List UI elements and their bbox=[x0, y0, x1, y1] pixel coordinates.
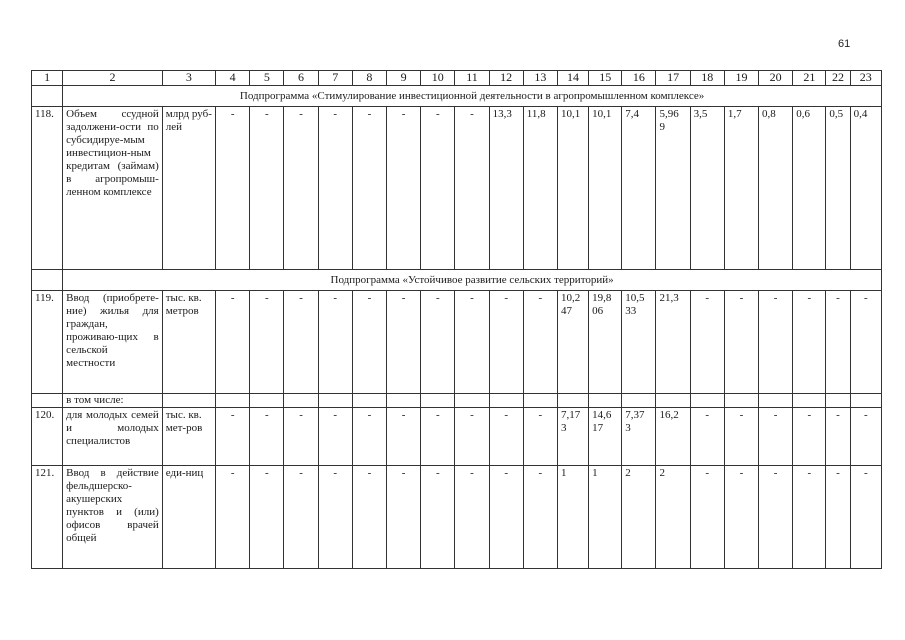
value-cell: - bbox=[690, 466, 724, 569]
value-cell: 0,4 bbox=[850, 107, 881, 270]
column-number-cell: 22 bbox=[826, 71, 850, 86]
value-cell: - bbox=[759, 466, 793, 569]
value-cell: - bbox=[318, 291, 352, 394]
indicator-name: Ввод (приобрете-ние) жилья для граждан, проживаю-щих в сельской местности bbox=[63, 291, 163, 394]
value-cell bbox=[352, 394, 386, 408]
value-cell: - bbox=[489, 408, 523, 466]
value-cell: 10,2 47 bbox=[557, 291, 588, 394]
row-number: 121. bbox=[32, 466, 63, 569]
value-cell: 21,3 bbox=[656, 291, 690, 394]
value-cell bbox=[589, 394, 622, 408]
value-cell bbox=[318, 394, 352, 408]
value-cell: - bbox=[250, 107, 284, 270]
column-number-cell: 2 bbox=[63, 71, 163, 86]
value-cell: - bbox=[352, 107, 386, 270]
value-cell: - bbox=[724, 466, 758, 569]
value-cell: - bbox=[455, 291, 489, 394]
value-cell: - bbox=[250, 291, 284, 394]
value-cell: - bbox=[216, 291, 250, 394]
column-number-cell: 5 bbox=[250, 71, 284, 86]
value-cell: - bbox=[318, 107, 352, 270]
value-cell: - bbox=[523, 408, 557, 466]
value-cell: 7,37 3 bbox=[622, 408, 656, 466]
value-cell: - bbox=[421, 107, 455, 270]
value-cell bbox=[216, 394, 250, 408]
value-cell: 7,17 3 bbox=[557, 408, 588, 466]
section-blank-cell bbox=[32, 86, 63, 107]
value-cell bbox=[690, 394, 724, 408]
value-cell: - bbox=[826, 408, 850, 466]
table-row bbox=[32, 291, 882, 394]
column-number-cell: 4 bbox=[216, 71, 250, 86]
value-cell: - bbox=[489, 291, 523, 394]
value-cell: - bbox=[793, 408, 826, 466]
value-cell: 1,7 bbox=[724, 107, 758, 270]
row-number: 120. bbox=[32, 408, 63, 466]
value-cell: - bbox=[216, 408, 250, 466]
value-cell: - bbox=[318, 408, 352, 466]
value-cell: - bbox=[284, 466, 318, 569]
value-cell: - bbox=[284, 107, 318, 270]
column-number-row bbox=[32, 71, 882, 86]
value-cell: 1 bbox=[557, 466, 588, 569]
value-cell bbox=[250, 394, 284, 408]
indicator-table bbox=[31, 70, 882, 569]
value-cell bbox=[489, 394, 523, 408]
value-cell: - bbox=[387, 466, 421, 569]
column-number-cell: 1 bbox=[32, 71, 63, 86]
value-cell bbox=[284, 394, 318, 408]
unit-of-measure: млрд руб-лей bbox=[162, 107, 215, 270]
value-cell: - bbox=[421, 291, 455, 394]
value-cell bbox=[759, 394, 793, 408]
section-title: Подпрограмма «Устойчивое развитие сельских территорий» bbox=[63, 270, 882, 291]
section-title: Подпрограмма «Стимулирование инвестиционной деятельности в агропромышленном комплексе» bbox=[63, 86, 882, 107]
value-cell: 10,1 bbox=[589, 107, 622, 270]
column-number-cell: 15 bbox=[589, 71, 622, 86]
value-cell: 19,8 06 bbox=[589, 291, 622, 394]
value-cell bbox=[850, 394, 881, 408]
value-cell bbox=[622, 394, 656, 408]
value-cell: 5,96 9 bbox=[656, 107, 690, 270]
value-cell: - bbox=[387, 408, 421, 466]
value-cell: 11,8 bbox=[523, 107, 557, 270]
value-cell bbox=[557, 394, 588, 408]
column-number-cell: 17 bbox=[656, 71, 690, 86]
value-cell bbox=[656, 394, 690, 408]
column-number-cell: 18 bbox=[690, 71, 724, 86]
column-number-cell: 21 bbox=[793, 71, 826, 86]
value-cell: - bbox=[318, 466, 352, 569]
value-cell bbox=[724, 394, 758, 408]
row-number: 119. bbox=[32, 291, 63, 394]
column-number-cell: 20 bbox=[759, 71, 793, 86]
value-cell: - bbox=[523, 466, 557, 569]
row-number: 118. bbox=[32, 107, 63, 270]
row-number bbox=[32, 394, 63, 408]
value-cell: - bbox=[850, 466, 881, 569]
value-cell bbox=[387, 394, 421, 408]
value-cell: - bbox=[793, 466, 826, 569]
value-cell: - bbox=[216, 107, 250, 270]
value-cell: - bbox=[759, 291, 793, 394]
value-cell: - bbox=[455, 466, 489, 569]
value-cell: 2 bbox=[622, 466, 656, 569]
value-cell bbox=[523, 394, 557, 408]
column-number-cell: 8 bbox=[352, 71, 386, 86]
value-cell: - bbox=[250, 408, 284, 466]
column-number-cell: 14 bbox=[557, 71, 588, 86]
value-cell: 10,5 33 bbox=[622, 291, 656, 394]
value-cell: 13,3 bbox=[489, 107, 523, 270]
value-cell: - bbox=[352, 466, 386, 569]
section-row bbox=[32, 86, 882, 107]
table-row bbox=[32, 466, 882, 569]
column-number-cell: 9 bbox=[387, 71, 421, 86]
value-cell: - bbox=[850, 291, 881, 394]
value-cell: - bbox=[850, 408, 881, 466]
value-cell bbox=[421, 394, 455, 408]
value-cell: 14,6 17 bbox=[589, 408, 622, 466]
value-cell: - bbox=[455, 408, 489, 466]
value-cell: 0,6 bbox=[793, 107, 826, 270]
value-cell: 3,5 bbox=[690, 107, 724, 270]
section-row bbox=[32, 270, 882, 291]
column-number-cell: 7 bbox=[318, 71, 352, 86]
value-cell bbox=[826, 394, 850, 408]
value-cell: - bbox=[387, 107, 421, 270]
column-number-cell: 6 bbox=[284, 71, 318, 86]
value-cell: - bbox=[284, 291, 318, 394]
table-row bbox=[32, 408, 882, 466]
value-cell: - bbox=[826, 466, 850, 569]
page-number: 61 bbox=[838, 38, 851, 50]
value-cell: 7,4 bbox=[622, 107, 656, 270]
value-cell bbox=[455, 394, 489, 408]
table-row bbox=[32, 107, 882, 270]
indicator-name: для молодых семей и молодых специалистов bbox=[63, 408, 163, 466]
indicator-name: Ввод в действие фельдшерско-акушерских пунктов и (или) офисов врачей общей bbox=[63, 466, 163, 569]
value-cell: - bbox=[216, 466, 250, 569]
value-cell: - bbox=[793, 291, 826, 394]
value-cell: 1 bbox=[589, 466, 622, 569]
value-cell: - bbox=[826, 291, 850, 394]
value-cell: - bbox=[489, 466, 523, 569]
value-cell: 16,2 bbox=[656, 408, 690, 466]
value-cell: 2 bbox=[656, 466, 690, 569]
indicator-name: в том числе: bbox=[63, 394, 163, 408]
indicator-name: Объем ссудной задолжени-ости по субсидируе-мым инвестицион-ным кредитам (займам) в агропромыш-ленном комплексе bbox=[63, 107, 163, 270]
column-number-cell: 13 bbox=[523, 71, 557, 86]
value-cell: - bbox=[690, 291, 724, 394]
column-number-cell: 3 bbox=[162, 71, 215, 86]
unit-of-measure: тыс. кв. метров bbox=[162, 291, 215, 394]
unit-of-measure: тыс. кв. мет-ров bbox=[162, 408, 215, 466]
column-number-cell: 10 bbox=[421, 71, 455, 86]
value-cell: - bbox=[724, 291, 758, 394]
unit-of-measure bbox=[162, 394, 215, 408]
value-cell: - bbox=[352, 291, 386, 394]
value-cell: - bbox=[250, 466, 284, 569]
value-cell bbox=[793, 394, 826, 408]
value-cell: - bbox=[421, 408, 455, 466]
value-cell: - bbox=[421, 466, 455, 569]
value-cell: - bbox=[690, 408, 724, 466]
value-cell: - bbox=[724, 408, 758, 466]
value-cell: - bbox=[387, 291, 421, 394]
value-cell: 0,8 bbox=[759, 107, 793, 270]
value-cell: - bbox=[523, 291, 557, 394]
value-cell: 10,1 bbox=[557, 107, 588, 270]
table-row-including bbox=[32, 394, 882, 408]
section-blank-cell bbox=[32, 270, 63, 291]
column-number-cell: 23 bbox=[850, 71, 881, 86]
value-cell: - bbox=[284, 408, 318, 466]
unit-of-measure: еди-ниц bbox=[162, 466, 215, 569]
column-number-cell: 16 bbox=[622, 71, 656, 86]
column-number-cell: 19 bbox=[724, 71, 758, 86]
column-number-cell: 12 bbox=[489, 71, 523, 86]
value-cell: - bbox=[455, 107, 489, 270]
value-cell: - bbox=[759, 408, 793, 466]
column-number-cell: 11 bbox=[455, 71, 489, 86]
value-cell: 0,5 bbox=[826, 107, 850, 270]
value-cell: - bbox=[352, 408, 386, 466]
